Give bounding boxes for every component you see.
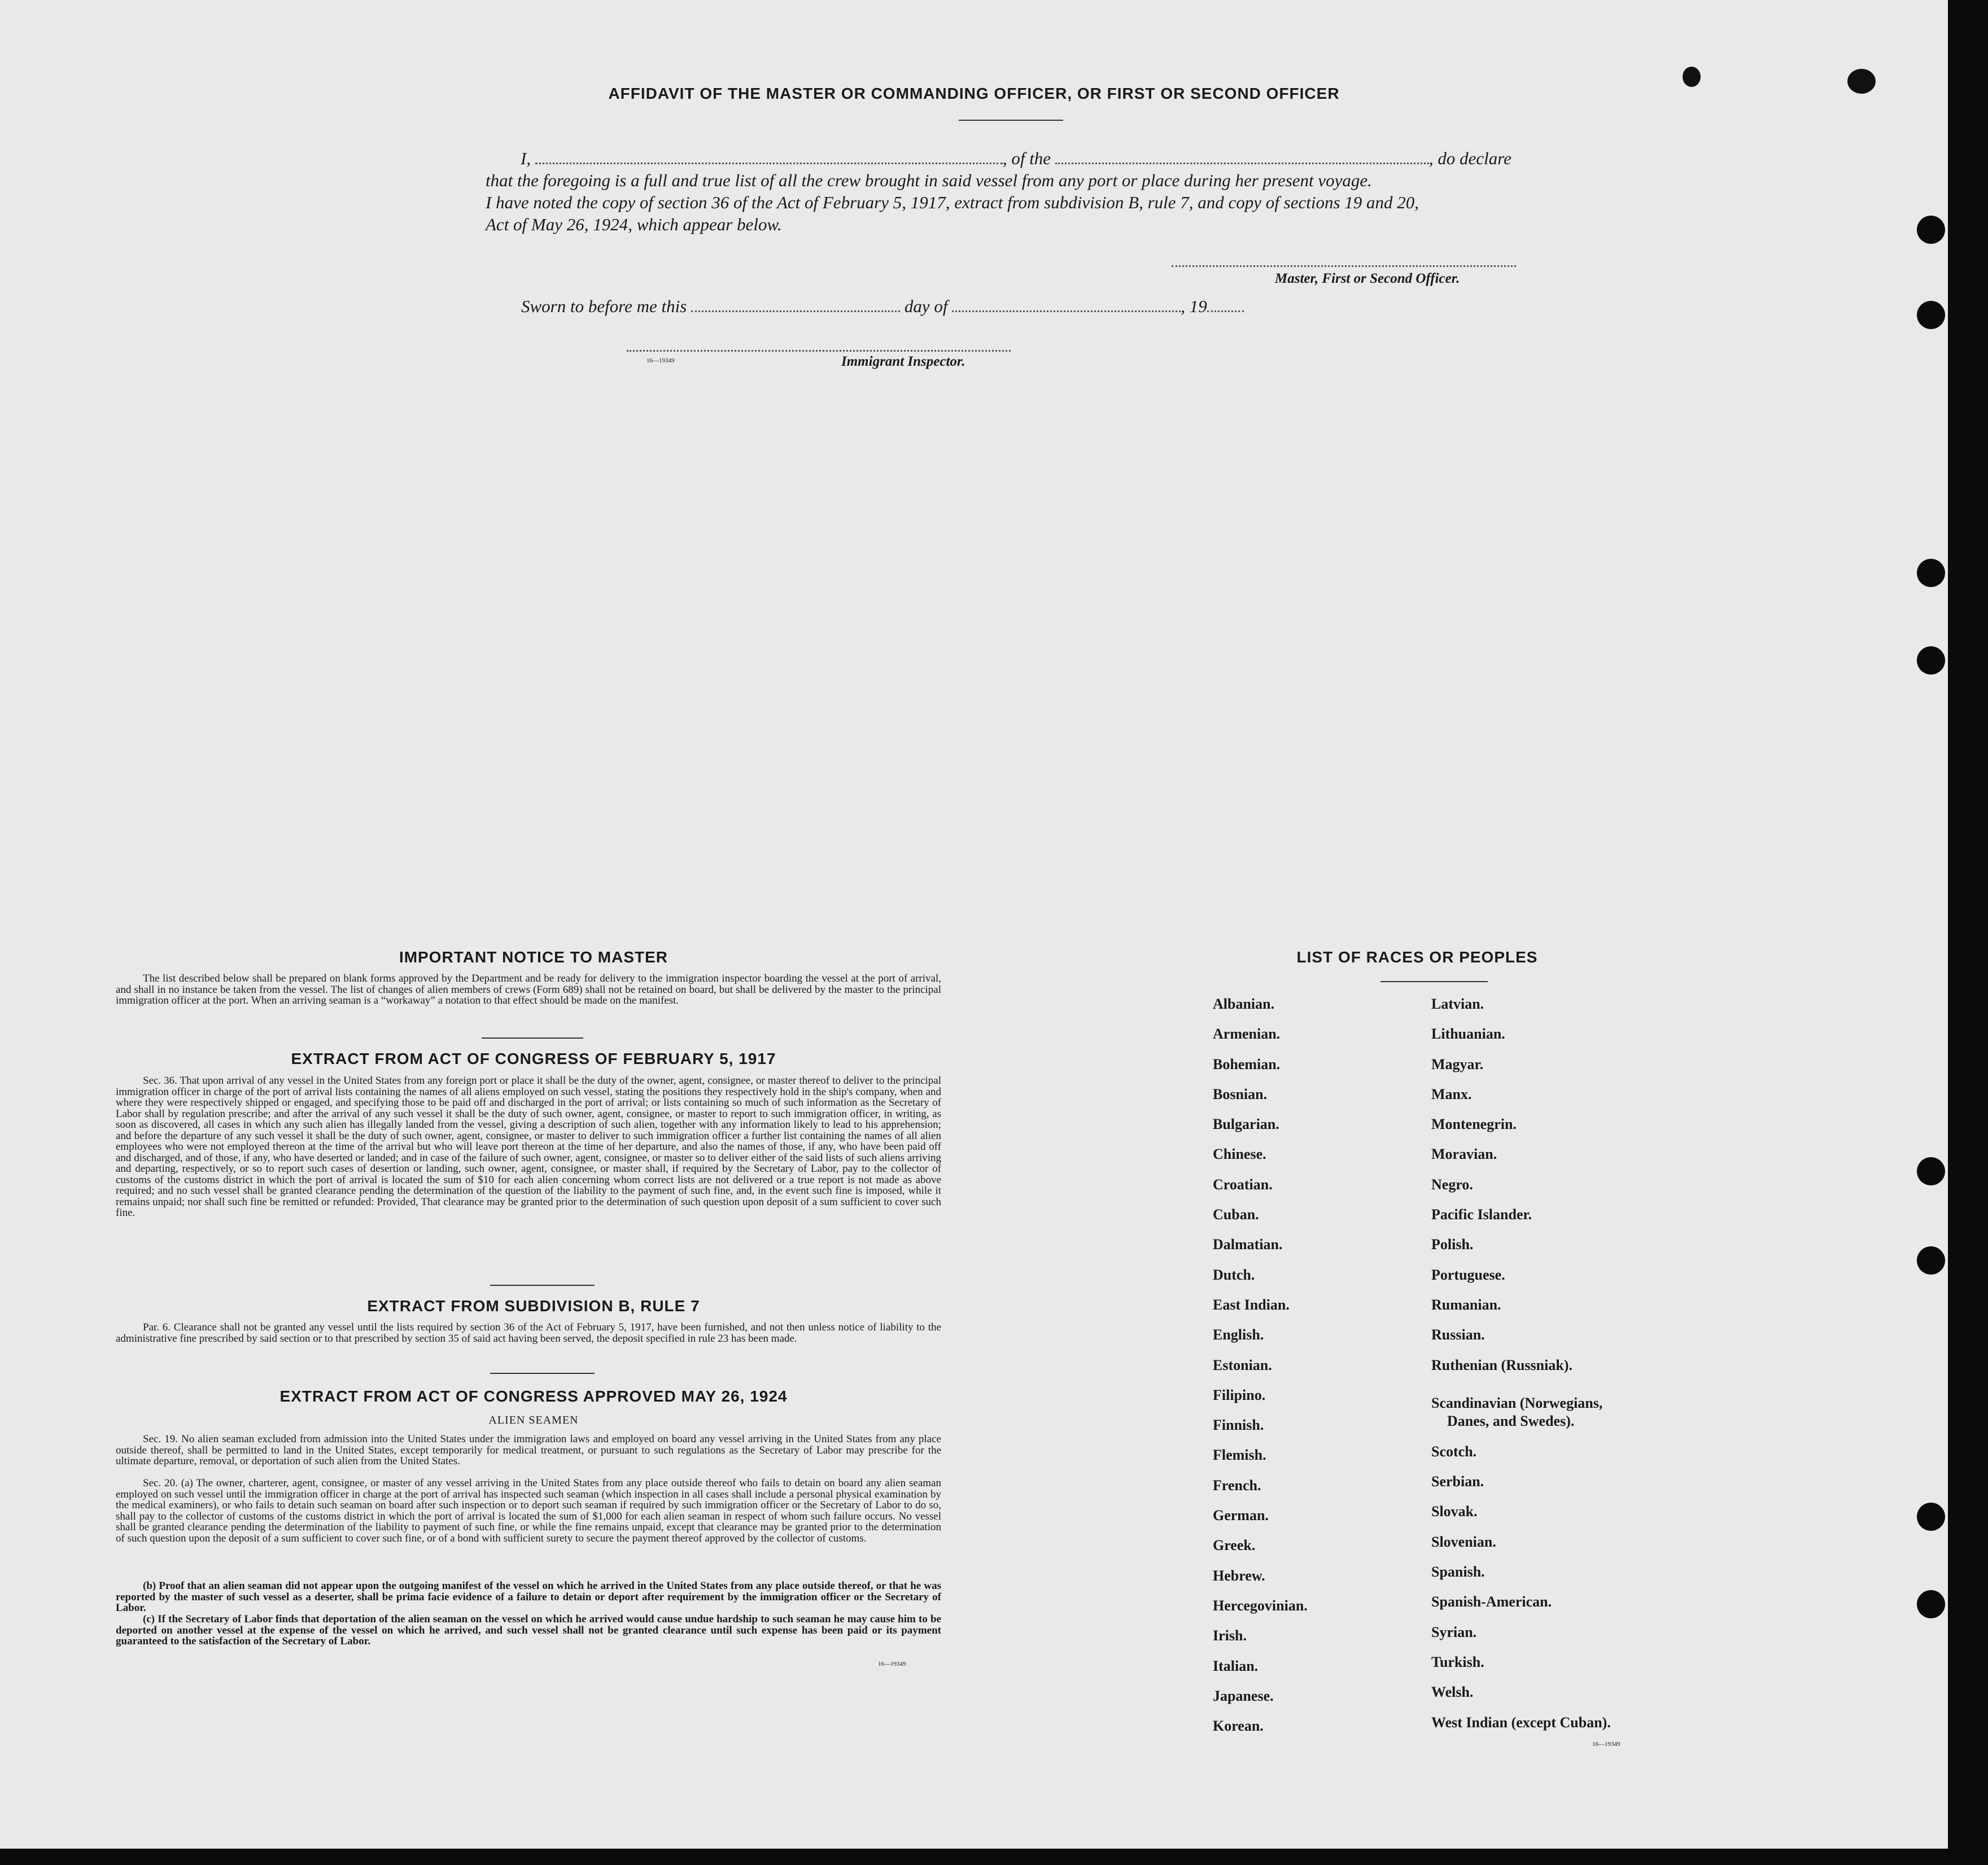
race-item: Portuguese. [1431, 1266, 1505, 1283]
race-item: Scandinavian (Norwegians, [1431, 1394, 1603, 1411]
race-item: Syrian. [1431, 1623, 1477, 1640]
punch-hole [1917, 1246, 1945, 1275]
race-item: Montenegrin. [1431, 1116, 1517, 1133]
race-item: West Indian (except Cuban). [1431, 1714, 1611, 1731]
race-item: Japanese. [1213, 1687, 1274, 1704]
inspector-signature-line[interactable] [627, 350, 1011, 352]
affidavit-line-4: Act of May 26, 1924, which appear below. [486, 214, 782, 234]
race-item: Italian. [1213, 1657, 1259, 1674]
race-item: Filipino. [1213, 1386, 1266, 1403]
i-label: I, [521, 148, 531, 168]
affidavit-line-2: that the foregoing is a full and true list of all the crew brought in said vessel from any port or place during her present voyage. [486, 170, 1372, 190]
race-item: Slovenian. [1431, 1533, 1496, 1550]
sworn-year-field[interactable] [1207, 307, 1244, 312]
races-form-number: 16—19349 [1592, 1741, 1620, 1748]
race-item: Lithuanian. [1431, 1026, 1505, 1043]
race-item: Armenian. [1213, 1026, 1281, 1043]
race-item: Flemish. [1213, 1447, 1266, 1464]
alien-seamen-subtitle: ALIEN SEAMEN [488, 1414, 579, 1426]
race-item: Hercegovinian. [1213, 1597, 1308, 1614]
extract-form-number: 16—19349 [878, 1661, 906, 1667]
race-item: Negro. [1431, 1176, 1473, 1193]
race-item: Bulgarian. [1213, 1116, 1279, 1133]
race-item: Magyar. [1431, 1056, 1484, 1072]
affidavit-line-3: I have noted the copy of section 36 of the Act of February 5, 1917, extract from subdivision B, rule 7, and copy of sections 19 and 20, [486, 192, 1419, 212]
inspector-label: Immigrant Inspector. [841, 354, 965, 369]
race-item: Albanian. [1213, 996, 1275, 1012]
race-item: Pacific Islander. [1431, 1206, 1532, 1223]
affidavit-form-number: 16—19349 [646, 357, 675, 364]
race-item: Rumanian. [1431, 1296, 1501, 1313]
section-rule [490, 1373, 595, 1374]
vessel-name-field[interactable] [1055, 159, 1429, 164]
sec19-text: Sec. 19. No alien seaman excluded from admission into the United States under the immigration laws and employed on board any vessel arriving in the United States from any place outside thereof, shall be permitted to land in the United States, except temporarily for medical treatment, or pursuant to such regulations as the Secretary of Labor may prescribe for the ultimate departure, removal, or deportation of such alien from the United States. [116, 1433, 941, 1467]
punch-hole [1917, 1157, 1945, 1185]
sworn-day-field[interactable] [691, 307, 900, 312]
race-item: Bosnian. [1213, 1085, 1268, 1102]
race-item: Cuban. [1213, 1206, 1259, 1223]
rule7-title: EXTRACT FROM SUBDIVISION B, RULE 7 [367, 1297, 700, 1315]
race-item: Slovak. [1431, 1503, 1478, 1520]
sec20b-text: (b) Proof that an alien seaman did not appear upon the outgoing manifest of the vessel on which he arrived in the United States from any place outside thereof, or that he was reported by the master of such vessel as a deserter, shall be prima facie evidence of a failure to detain or deport after requirement by the immigration officer or the Secretary of Labor. [116, 1580, 941, 1614]
race-item: Croatian. [1213, 1176, 1273, 1193]
race-item: East Indian. [1213, 1296, 1290, 1313]
section-rule [490, 1285, 595, 1286]
affidavit-title: AFFIDAVIT OF THE MASTER OR COMMANDING OFFICER, OR FIRST OR SECOND OFFICER [608, 85, 1340, 102]
notice-title: IMPORTANT NOTICE TO MASTER [399, 948, 669, 966]
race-item: Russian. [1431, 1326, 1485, 1343]
punch-hole [1917, 216, 1945, 244]
race-item: Hebrew. [1213, 1567, 1265, 1584]
race-item: Polish. [1431, 1236, 1474, 1253]
race-item: Spanish-American. [1431, 1593, 1552, 1610]
punch-hole [1917, 1590, 1945, 1618]
notice-text: The list described below shall be prepared on blank forms approved by the Department and be ready for delivery to the immigration inspector boarding the vessel at the port of arrival, and shall in no instance be taken from the vessel. The list of changes of alien members of crews (Form 689) shall not be retained on board, but shall be delivered by the master to the principal immigration officer at the port. When an arriving seaman is a “workaway” a notation to that effect should be made on the manifest. [116, 973, 941, 1006]
name-field[interactable] [535, 159, 1003, 164]
race-item: Serbian. [1431, 1473, 1484, 1490]
race-item: Scotch. [1431, 1443, 1477, 1460]
extract-1924-title: EXTRACT FROM ACT OF CONGRESS APPROVED MAY 26, 1924 [279, 1387, 788, 1405]
day-of-label: day of [904, 296, 948, 316]
race-item: Irish. [1213, 1627, 1247, 1644]
punch-hole [1917, 559, 1945, 587]
sworn-label: Sworn to before me this [521, 296, 687, 316]
title-rule [959, 120, 1063, 121]
race-item: Finnish. [1213, 1417, 1264, 1434]
master-signature-label: Master, First or Second Officer. [1275, 271, 1460, 286]
race-item: Greek. [1213, 1537, 1256, 1554]
race-item: Dalmatian. [1213, 1236, 1283, 1253]
races-title: LIST OF RACES OR PEOPLES [1296, 948, 1538, 966]
rule7-text: Par. 6. Clearance shall not be granted any vessel until the lists required by section 36 of the Act of February 5, 1917, have been furnished, and not then unless notice of liability to the administrative fine prescribed by said section or to that prescribed by section 35 of said act having been served, the deposit specified in rule 23 has been made. [116, 1321, 941, 1345]
sworn-line [521, 296, 1244, 317]
sworn-month-field[interactable] [952, 307, 1181, 312]
race-item: German. [1213, 1507, 1269, 1524]
race-item: English. [1213, 1326, 1264, 1343]
race-item: Moravian. [1431, 1146, 1497, 1163]
sec20c-text: (c) If the Secretary of Labor finds that deportation of the alien seaman on the vessel on which he arrived would cause undue hardship to such seaman he may cause him to be deported on another vessel at the expense of the vessel on which he arrived, and such vessel shall not be granted clearance until such expense has been paid or its payment guaranteed to the satisfaction of the Secretary of Labor. [116, 1613, 941, 1647]
race-item: Chinese. [1213, 1146, 1266, 1163]
race-item: Danes, and Swedes). [1447, 1412, 1575, 1429]
race-item: Korean. [1213, 1718, 1264, 1735]
punch-hole [1917, 1503, 1945, 1531]
punch-hole [1917, 646, 1945, 675]
race-item: Turkish. [1431, 1653, 1484, 1670]
ink-blot [1683, 67, 1701, 87]
race-item: Bohemian. [1213, 1056, 1281, 1072]
race-item: Latvian. [1431, 996, 1484, 1012]
year-label: , 19 [1181, 296, 1207, 316]
race-item: Estonian. [1213, 1356, 1272, 1373]
race-item: Manx. [1431, 1085, 1472, 1102]
race-item: Ruthenian (Russniak). [1431, 1356, 1572, 1373]
race-item: Dutch. [1213, 1266, 1255, 1283]
section-rule [482, 1037, 583, 1039]
sec20a-text: Sec. 20. (a) The owner, charterer, agent, consignee, or master of any vessel arriving in the United States from any place outside thereof who fails to detain on board any alien seaman employed on such vessel until the immigration officer in charge at the port of arrival has inspected such seaman (which inspection in all cases shall include a personal physical examination by the medical examiners), or who fails to detain such seaman on board after such inspection or to deport such seaman if required by such immigration officer or the Secretary of Labor to do so, shall pay to the collector of customs of the customs district in which the port of arrival is located the sum of $1,000 for each alien seaman in respect of whom such failure occurs. No vessel shall be granted clearance pending the determination of the liability to payment of such fine, or while the fine remains unpaid, except that clearance may be granted prior to the determination of such question upon the deposit of a sum sufficient to cover such fine, or of a bond with sufficient surety to secure the payment thereof approved by the collector of customs. [116, 1477, 941, 1544]
do-declare-label: , do declare [1428, 148, 1511, 168]
extract-1917-text: Sec. 36. That upon arrival of any vessel in the United States from any foreign port or place it shall be the duty of the owner, agent, consignee, or master thereof to deliver to the principal immigration officer in charge of the port of arrival lists containing the names of all aliens employed on such vessel, stating the positions they respectively hold in the ship's company, when and where they were respectively shipped or engaged, and specifying those to be paid off and discharged in the port of arrival; or lists containing so much of such information as the Secretary of Labor shall by regulation prescribe; and after the arrival of any such vessel it shall be the duty of such owner, agent, consignee, or master to report to such immigration officer, in writing, as soon as discovered, all cases in which any such alien has illegally landed from the vessel, giving a description of such alien, together with any information likely to lead to his apprehension; and before the departure of any such vessel it shall be the duty of such owner, agent, consignee, or master to deliver to such immigration officer a further list containing the names of all alien employees who were not employed thereon at the time of the arrival but who will leave port thereon at the time of her departure, and also the names of those, if any, who have been paid off and discharged, and of those, if any, who have deserted or landed; and in case of the failure of such owner, agent, consignee, or master so to deliver either of the said lists of such aliens arriving and departing, respectively, or so to report such cases of desertion or landing, such owner, agent, consignee, or master shall, if required by the Secretary of Labor, pay to the collector of customs of the customs district in which the port of arrival is located the sum of $10 for each alien concerning whom correct lists are not delivered or a true report is not made as above required; and no such vessel shall be granted clearance pending the determination of the question of the liability to the payment of such fine, and, in the event such fine is imposed, while it remains unpaid; nor shall such fine be remitted or refunded: Provided, That clearance may be granted prior to the determination of such question upon deposit of a sum sufficient to cover such fine. [116, 1075, 941, 1219]
races-left-column [1213, 996, 1308, 1748]
race-item: Spanish. [1431, 1564, 1485, 1581]
race-item: French. [1213, 1477, 1261, 1494]
punch-hole [1917, 301, 1945, 329]
master-signature-line[interactable] [1172, 265, 1516, 267]
extract-1917-title: EXTRACT FROM ACT OF CONGRESS OF FEBRUARY 5, 1917 [291, 1050, 776, 1067]
races-title-rule [1380, 981, 1488, 982]
race-item: Welsh. [1431, 1684, 1474, 1701]
affidavit-line-1 [521, 148, 1511, 169]
races-right-column [1431, 996, 1611, 1744]
of-the-label: , of the [1002, 148, 1051, 168]
